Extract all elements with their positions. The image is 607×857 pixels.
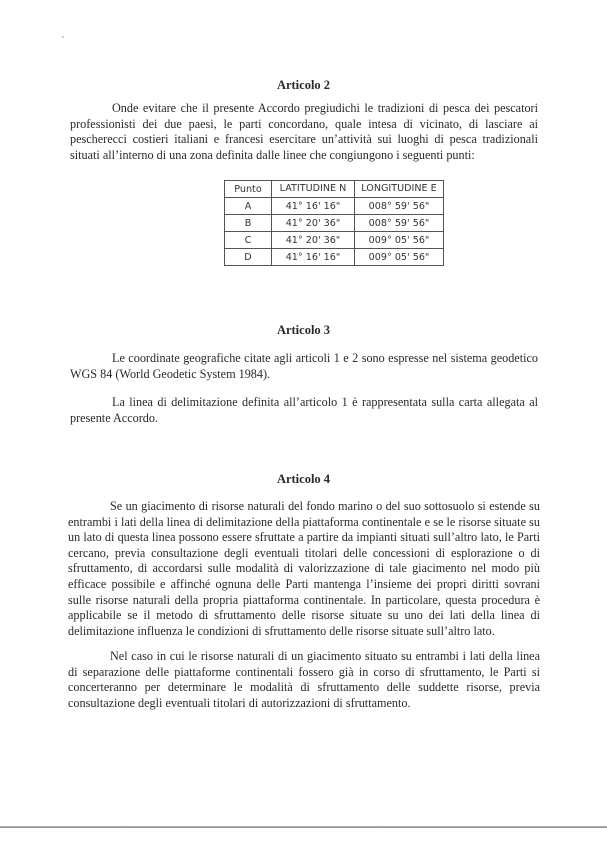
article-3-paragraph-1: Le coordinate geografiche citate agli articoli 1 e 2 sono espresse nel sistema geodetico WGS 84 (World Geodetic System 1984). bbox=[70, 351, 538, 381]
article-4-heading: Articolo 4 bbox=[276, 472, 331, 486]
cell-punto: D bbox=[225, 249, 272, 266]
cell-lat: 41° 16' 16" bbox=[272, 249, 355, 266]
cell-lon: 009° 05' 56" bbox=[355, 249, 444, 266]
table-row bbox=[225, 215, 444, 232]
article-3-heading: Articolo 3 bbox=[276, 323, 331, 337]
cell-lat: 41° 16' 16" bbox=[272, 198, 355, 215]
header-latitude: LATITUDINE N bbox=[272, 181, 355, 198]
table-row bbox=[225, 232, 444, 249]
cell-lon: 008° 59' 56" bbox=[355, 215, 444, 232]
coordinates-table bbox=[224, 180, 444, 266]
article-4-paragraph-1: Se un giacimento di risorse naturali del fondo marino o del suo sottosuolo si estende su entrambi i lati della linea di delimitazione della piattaforma continentale e se le risorse situate su un lato di questa linea possono essere sfruttate a partire da impianti situati sull’altro lato, le Parti cercano, previa consultazione degli eventuali titolari delle concessioni di esplorazione o di sfruttamento, di accordarsi sulle modalità di valorizzazione di tale giacimento nel modo più efficace possibile e affinché ognuna delle Parti mantenga l’insieme dei propri diritti sovrani sulle risorse naturali della propria piattaforma continentale. In particolare, questa procedura è applicabile se il metodo di sfruttamento delle risorse situate su uno dei lati della linea di delimitazione influenza le condizioni di sfruttamento delle risorse situate sull’altro lato. bbox=[68, 499, 540, 638]
header-longitude: LONGITUDINE E bbox=[355, 181, 444, 198]
table-row bbox=[225, 198, 444, 215]
cell-lat: 41° 20' 36" bbox=[272, 215, 355, 232]
table-header-row bbox=[225, 181, 444, 198]
table-row bbox=[225, 249, 444, 266]
scan-speck bbox=[62, 36, 64, 38]
bottom-edge-line bbox=[0, 826, 607, 828]
article-2-paragraph: Onde evitare che il presente Accordo pregiudichi le tradizioni di pesca dei pescatori professionisti dei due paesi, le parti concordano, quale intesa di vicinato, di lasciare ai pescherecci costieri italiani e francesi esercitare un’attività sui luoghi di pesca tradizionali situati all’interno di una zona definita dalle linee che congiungono i seguenti punti: bbox=[70, 101, 538, 162]
cell-lon: 008° 59' 56" bbox=[355, 198, 444, 215]
cell-punto: C bbox=[225, 232, 272, 249]
header-punto: Punto bbox=[225, 181, 272, 198]
cell-lon: 009° 05' 56" bbox=[355, 232, 444, 249]
cell-lat: 41° 20' 36" bbox=[272, 232, 355, 249]
cell-punto: A bbox=[225, 198, 272, 215]
article-4-paragraph-2: Nel caso in cui le risorse naturali di un giacimento situato su entrambi i lati della linea di separazione delle piattaforme continentali fossero già in corso di sfruttamento, le Parti si concerteranno per determinare le modalità di sfruttamento delle suddette risorse, previa consultazione degli eventuali titolari di autorizzazioni di sfruttamento. bbox=[68, 649, 540, 710]
article-3-paragraph-2: La linea di delimitazione definita all’articolo 1 è rappresentata sulla carta allegata al presente Accordo. bbox=[70, 395, 538, 425]
cell-punto: B bbox=[225, 215, 272, 232]
article-2-heading: Articolo 2 bbox=[276, 78, 331, 92]
